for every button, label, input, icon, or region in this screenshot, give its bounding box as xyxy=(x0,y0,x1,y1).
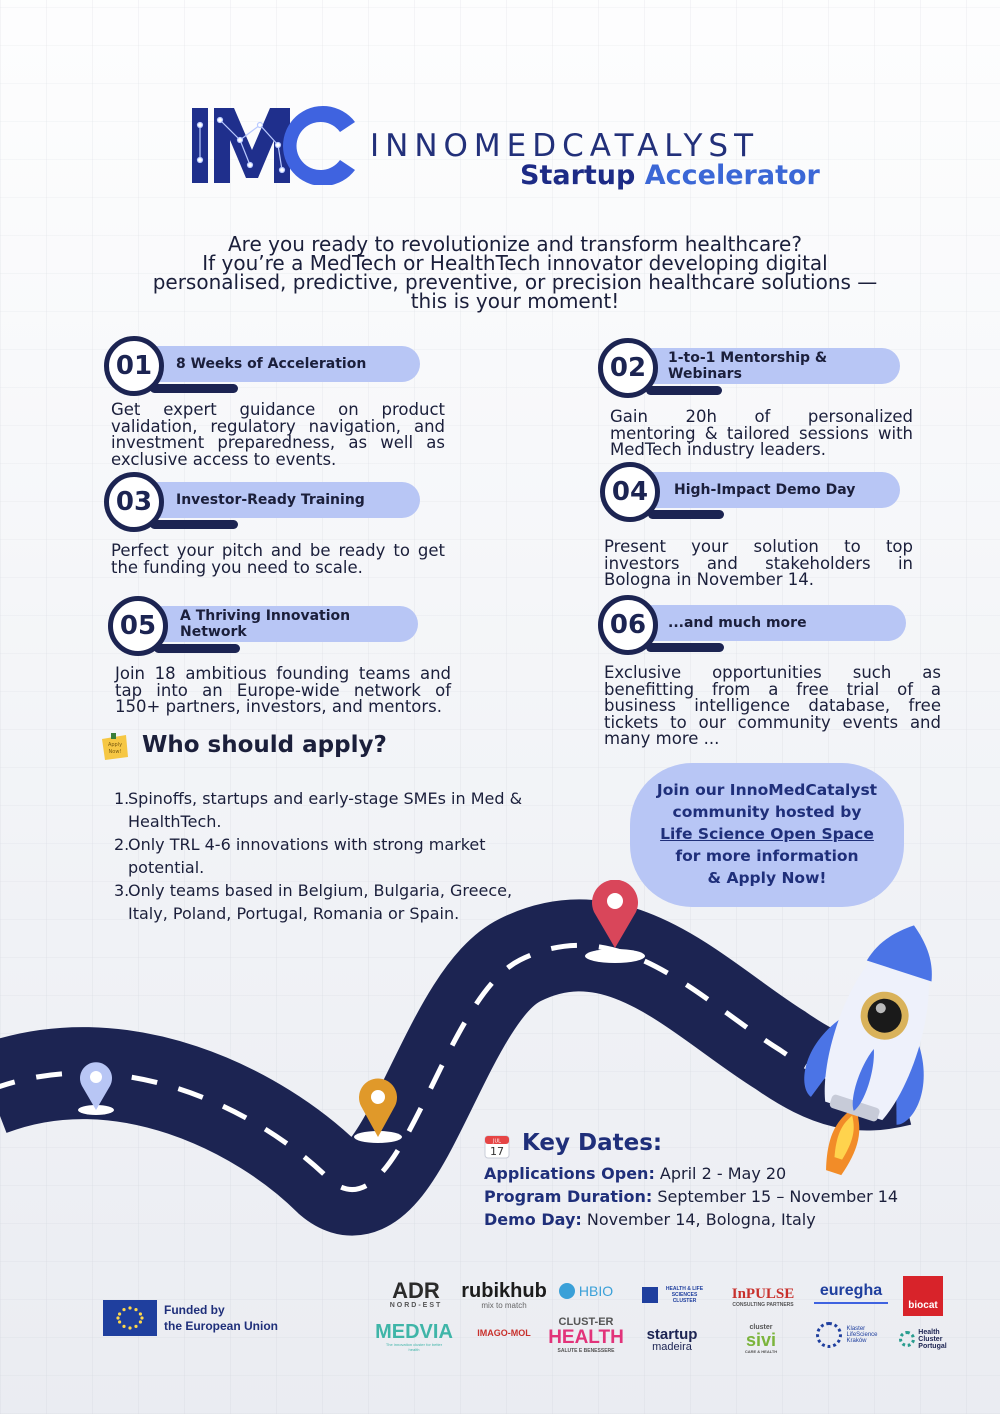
partner-logo-clust-er-health xyxy=(548,1313,624,1357)
feature-04-description xyxy=(604,539,913,589)
partner-logo-klaster-lifescience xyxy=(814,1318,880,1352)
intro-line: Are you ready to revolutionize and transform healthcare? xyxy=(228,232,802,256)
intro-line: If you’re a MedTech or HealthTech innovator developing digital xyxy=(202,251,828,275)
cluster-mark-icon xyxy=(642,1287,658,1303)
feature-05-underbar xyxy=(154,644,240,653)
feature-03-underbar xyxy=(150,520,238,529)
calendar-day: 17 xyxy=(490,1145,504,1158)
feature-06-pill xyxy=(622,605,906,641)
desc-line: 150+ partners, investors, and mentors. xyxy=(115,697,443,716)
feature-05-pill xyxy=(134,606,418,642)
join-line: for more information xyxy=(675,847,859,865)
partner-text: MEDVIA xyxy=(375,1321,453,1343)
feature-02-number: 02 xyxy=(598,338,658,398)
partner-text: LifeScience xyxy=(846,1332,878,1338)
desc-line: business intelligence database, free xyxy=(604,696,941,715)
partner-text: Portugal xyxy=(918,1342,947,1350)
feature-01-description xyxy=(111,402,445,468)
eu-line: Funded by xyxy=(164,1303,225,1317)
feature-04-number: 04 xyxy=(600,462,660,522)
partner-text: HEALTH & LIFE SCIENCES CLUSTER xyxy=(665,1286,704,1304)
partner-logo-health-life-sciences xyxy=(640,1282,710,1308)
klaster-mark-icon xyxy=(816,1322,842,1348)
desc-line: the funding you need to scale. xyxy=(111,557,363,577)
feature-01-underbar xyxy=(150,384,238,393)
partner-text: CLUST-ER xyxy=(558,1315,614,1328)
feature-05-number: 05 xyxy=(108,596,168,656)
hcp-mark-icon xyxy=(899,1331,915,1347)
desc-line: Present your solution to top xyxy=(604,537,913,556)
sticky-note-text-2: Now! xyxy=(108,749,122,755)
intro-line: personalised, predictive, preventive, or precision healthcare solutions — xyxy=(152,270,878,294)
brand-name: INNOMEDCATALYST xyxy=(370,128,760,164)
list-line: Only TRL 4-6 innovations with strong market xyxy=(128,835,486,854)
feature-03-pill xyxy=(130,482,420,518)
desc-line: investors and stakeholders in xyxy=(604,553,913,573)
key-date-label: Program Duration: xyxy=(484,1187,653,1206)
brand-subtitle xyxy=(520,160,820,191)
list-item xyxy=(114,787,554,833)
partner-text: euregha xyxy=(819,1282,883,1299)
desc-line: Get expert guidance on product xyxy=(111,400,445,419)
brand-subtitle-accelerator: Accelerator xyxy=(644,160,820,191)
klaster-text xyxy=(846,1326,877,1344)
feature-02-underbar xyxy=(646,386,722,395)
list-text xyxy=(128,787,522,833)
life-science-open-space-link[interactable]: Life Science Open Space xyxy=(660,825,874,843)
feature-04-pill xyxy=(628,472,900,508)
key-date-label: Demo Day: xyxy=(484,1210,582,1229)
join-line: community hosted by xyxy=(672,803,862,821)
partner-logo-hbio xyxy=(553,1280,619,1302)
partner-logo-imago-mol xyxy=(466,1322,542,1344)
who-should-apply-title: Who should apply? xyxy=(142,732,387,758)
partner-text: biocat xyxy=(908,1299,938,1311)
partner-logo-health-cluster-portugal xyxy=(897,1325,949,1353)
feature-01-title: 8 Weeks of Acceleration xyxy=(176,356,367,372)
desc-line: benefitting from a free trial of a xyxy=(604,679,941,699)
feature-05-description xyxy=(115,666,451,716)
imc-logo-icon xyxy=(190,100,360,185)
feature-06-number: 06 xyxy=(598,595,658,655)
partner-text: mix to match xyxy=(481,1300,527,1310)
hbio-mark-icon xyxy=(559,1283,575,1299)
desc-line: investment preparedness, as well as xyxy=(111,433,445,452)
partner-text: Kraków xyxy=(846,1338,867,1344)
eu-flag-icon xyxy=(103,1300,157,1336)
calendar-month: JUL xyxy=(493,1138,501,1145)
partner-text: Cluster xyxy=(918,1335,943,1343)
list-number: 2. xyxy=(114,835,130,854)
list-line: Spinoffs, startups and early-stage SMEs in Med & xyxy=(128,789,523,808)
feature-06-description xyxy=(604,665,941,748)
desc-line: mentoring & tailored sessions with xyxy=(610,423,913,443)
desc-line: MedTech industry leaders. xyxy=(610,440,826,459)
partner-text: HEALTH xyxy=(548,1326,624,1348)
partner-text: InPULSE xyxy=(731,1285,795,1302)
desc-line: validation, regulatory navigation, and xyxy=(111,416,445,436)
feature-01-number: 01 xyxy=(104,336,164,396)
intro-text xyxy=(130,232,900,313)
partner-logo-startup-madeira xyxy=(638,1325,706,1355)
join-line: Join our InnoMedCatalyst xyxy=(656,781,878,799)
key-date-label: Applications Open: xyxy=(484,1164,655,1183)
key-date-row xyxy=(484,1210,816,1229)
feature-03-title: Investor-Ready Training xyxy=(176,492,365,508)
key-dates-title: Key Dates: xyxy=(522,1130,663,1156)
partner-text: Health xyxy=(918,1328,940,1336)
desc-line: many more ... xyxy=(604,729,720,748)
eu-line: the European Union xyxy=(164,1319,278,1333)
feature-02-title: 1-to-1 Mentorship & Webinars xyxy=(668,350,828,382)
list-line: Italy, Poland, Portugal, Romania or Spain. xyxy=(128,904,460,923)
feature-06-title: ...and much more xyxy=(668,615,807,631)
partner-logo-cluster-sivi xyxy=(730,1322,792,1356)
feature-04-underbar xyxy=(648,510,724,519)
partner-text: IMAGO-MOL xyxy=(477,1328,531,1338)
sticky-note-icon xyxy=(100,733,130,761)
list-line: Only teams based in Belgium, Bulgaria, Greece, xyxy=(128,881,513,900)
partner-text: cluster xyxy=(749,1324,773,1331)
partner-text: Klaster xyxy=(846,1326,866,1332)
brand-subtitle-startup: Startup xyxy=(520,160,636,191)
partner-text: ADR xyxy=(392,1277,440,1303)
feature-03-description xyxy=(111,543,445,576)
road xyxy=(0,945,900,1189)
key-date-row xyxy=(484,1164,786,1183)
calendar-icon xyxy=(484,1133,510,1159)
feature-02-pill xyxy=(622,348,900,384)
desc-line: Bologna in November 14. xyxy=(604,570,814,589)
partner-text: CARE & HEALTH xyxy=(744,1349,778,1354)
feature-06-underbar xyxy=(646,643,724,652)
partner-text: The innovation cluster for better health xyxy=(385,1342,443,1352)
partner-text: startup xyxy=(646,1326,698,1343)
sticky-note-text-1: Apply xyxy=(107,742,123,748)
desc-line: tickets to our community events and xyxy=(604,712,941,732)
list-line: HealthTech. xyxy=(128,812,222,831)
partner-text: HBIO xyxy=(578,1283,614,1299)
feature-03-number: 03 xyxy=(104,472,164,532)
partner-text: rubikhub xyxy=(461,1279,547,1302)
desc-line: tap into an Europe-wide network of xyxy=(115,680,451,700)
intro-line: this is your moment! xyxy=(410,289,620,313)
partner-text: sivi xyxy=(745,1330,777,1350)
partner-logo-euregha xyxy=(814,1280,888,1304)
desc-line: exclusive access to events. xyxy=(111,449,337,469)
eu-funding-text xyxy=(164,1302,278,1334)
feature-01-pill xyxy=(130,346,420,382)
hcp-text xyxy=(918,1329,946,1350)
key-date-value: November 14, Bologna, Italy xyxy=(581,1210,816,1229)
list-item xyxy=(114,833,554,879)
list-number: 3. xyxy=(114,881,130,900)
list-text xyxy=(128,833,486,879)
key-date-value: April 2 - May 20 xyxy=(654,1164,787,1183)
partner-logo-inpulse xyxy=(728,1283,798,1311)
partner-logo-rubikhub xyxy=(461,1278,547,1312)
partner-logo-biocat xyxy=(903,1276,943,1316)
list-number: 1. xyxy=(114,789,130,808)
desc-line: Perfect your pitch and be ready to get xyxy=(111,541,445,560)
feature-02-description xyxy=(610,409,913,459)
partner-text: NORD-EST xyxy=(389,1301,443,1309)
list-line: potential. xyxy=(128,858,205,877)
partner-logo-medvia xyxy=(375,1320,453,1354)
partner-text: SALUTE E BENESSERE xyxy=(557,1347,615,1354)
key-date-row xyxy=(484,1187,898,1206)
feature-04-title: High-Impact Demo Day xyxy=(674,482,856,498)
desc-line: Join 18 ambitious founding teams and xyxy=(115,664,451,683)
feature-05-title: A Thriving Innovation Network xyxy=(180,608,351,640)
partner-text: CONSULTING PARTNERS xyxy=(732,1301,794,1308)
partner-text: madeira xyxy=(652,1341,692,1353)
key-date-value: September 15 – November 14 xyxy=(652,1187,899,1206)
desc-line: Gain 20h of personalized xyxy=(610,407,913,426)
partner-logo-adr xyxy=(380,1277,452,1311)
join-line: & Apply Now! xyxy=(707,869,827,887)
desc-line: Exclusive opportunities such as xyxy=(604,663,941,682)
